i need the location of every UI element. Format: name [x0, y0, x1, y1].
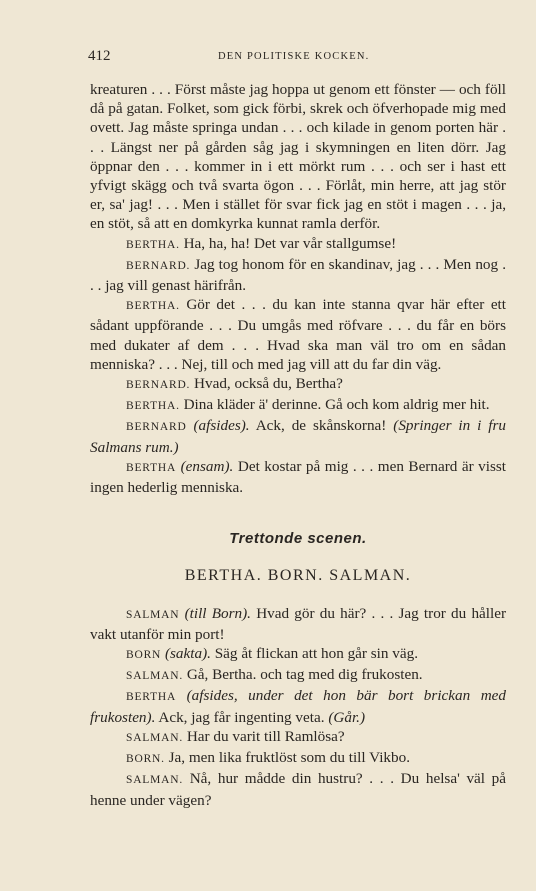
speech-line — [90, 769, 506, 809]
speaker-name: BERTHA. — [126, 238, 180, 251]
speech-line — [90, 644, 506, 665]
speaker-name: BERNARD — [126, 421, 187, 434]
speech-line — [90, 295, 506, 374]
speech-line — [90, 686, 506, 726]
speech-text: Nå, hur mådde din hustru? . . . Du helsa' väl på henne under vägen? — [90, 770, 506, 809]
speech-line — [90, 748, 506, 769]
speech-text: Ha, ha, ha! Det var vår stallgumse! — [183, 234, 397, 252]
speech-line — [90, 234, 506, 255]
speech-line — [90, 255, 506, 295]
speaker-name: BORN — [126, 649, 162, 662]
speech-text: Säg åt flickan att hon går sin väg. — [214, 645, 419, 663]
speaker-name: BERTHA — [126, 461, 177, 474]
speech-text: Ack, jag får ingenting veta. — [158, 708, 325, 726]
speech-list-before-scene — [90, 234, 506, 498]
speaker-name: SALMAN. — [126, 670, 184, 683]
stage-direction: (afsides, under det hon bär bort brickan med frukosten). — [90, 687, 507, 726]
speech-text: Gå, Bertha. och tag med dig frukosten. — [186, 666, 423, 684]
speech-line — [90, 604, 506, 644]
speaker-name: BERTHA. — [126, 400, 180, 413]
speech-text: Dina kläder ä' derinne. Gå och kom aldrig mer hit. — [183, 396, 490, 414]
speech-text: Det kostar på mig . . . men Bernard är visst ingen hederlig menniska. — [90, 457, 507, 497]
speech-text: Ack, de skånskorna! — [255, 417, 387, 435]
scene-title: Trettonde scenen. — [229, 530, 367, 548]
speaker-name: BERTHA. — [126, 300, 180, 313]
speech-text: Gör det . . . du kan inte stanna qvar här efter ett sådant uppförande . . . Du umgås med röfvare . . . du får en börs med dukater af dem . . . Hvad ska man väl tro om en sådan menniska? . . . Nej, till och med jag vill att du far din väg. — [90, 296, 506, 373]
speech-line — [90, 457, 506, 497]
speaker-name: SALMAN. — [126, 774, 184, 787]
speaker-name: SALMAN — [126, 608, 180, 621]
page-body — [90, 80, 506, 810]
speech-line — [90, 374, 506, 395]
stage-direction: (Går.) — [328, 708, 366, 726]
speech-line — [90, 395, 506, 416]
speaker-name: SALMAN. — [126, 731, 184, 744]
speech-text: Har du varit till Ramlösa? — [186, 727, 345, 745]
stage-direction: (Springer in i fru Salmans rum.) — [90, 417, 507, 456]
speech-list-scene — [90, 604, 506, 810]
speaker-name: BERTHA — [126, 691, 177, 704]
speaker-name: BERNARD. — [126, 259, 191, 272]
opening-paragraph: kreaturen . . . Först måste jag hoppa ut genom ett fönster — och föll då på gatan. Folket, som gick förbi, skrek och öfverhopade mig med ovett. Jag måste springa undan . . . och kilade in genom porten här . . . Längst ner på gården såg jag i skymningen en liten dörr. Jag öppnar den . . . kommer in i ett mörkt rum . . . och ser i hast ett yfvigt skägg och två svarta ögon . . . Förlåt, min herre, att jag stör er, sa' jag! . . . Men i stället för svar fick jag en stöt i magen . . . ja, en stöt, så att en domkyrka kunnat ramla derför. — [90, 81, 506, 233]
speech-text: Jag tog honom för en skandinav, jag . . . Men nog . . . jag vill genast härifrån. — [90, 255, 507, 295]
speaker-name: BORN. — [126, 753, 165, 766]
page-header — [88, 48, 512, 68]
speaker-name: BERNARD. — [126, 379, 191, 392]
speech-line — [90, 727, 506, 748]
stage-direction: (ensam). — [180, 457, 234, 475]
stage-direction: (sakta). — [164, 645, 211, 663]
speech-text: Ja, men lika fruktlöst som du till Vikbo. — [168, 749, 410, 767]
stage-direction: (till Born). — [184, 604, 251, 622]
page-number: 412 — [88, 48, 111, 64]
speech-line — [90, 665, 506, 686]
running-head: DEN POLITISKE KOCKEN. — [218, 51, 370, 62]
speech-text: Hvad gör du här? . . . Jag tror du håller vakt utanför min port! — [90, 604, 507, 643]
scene-cast-list: BERTHA. BORN. SALMAN. — [184, 567, 412, 585]
stage-direction: (afsides). — [193, 417, 250, 435]
speech-line — [90, 416, 506, 456]
speech-text: Hvad, också du, Bertha? — [194, 375, 343, 393]
